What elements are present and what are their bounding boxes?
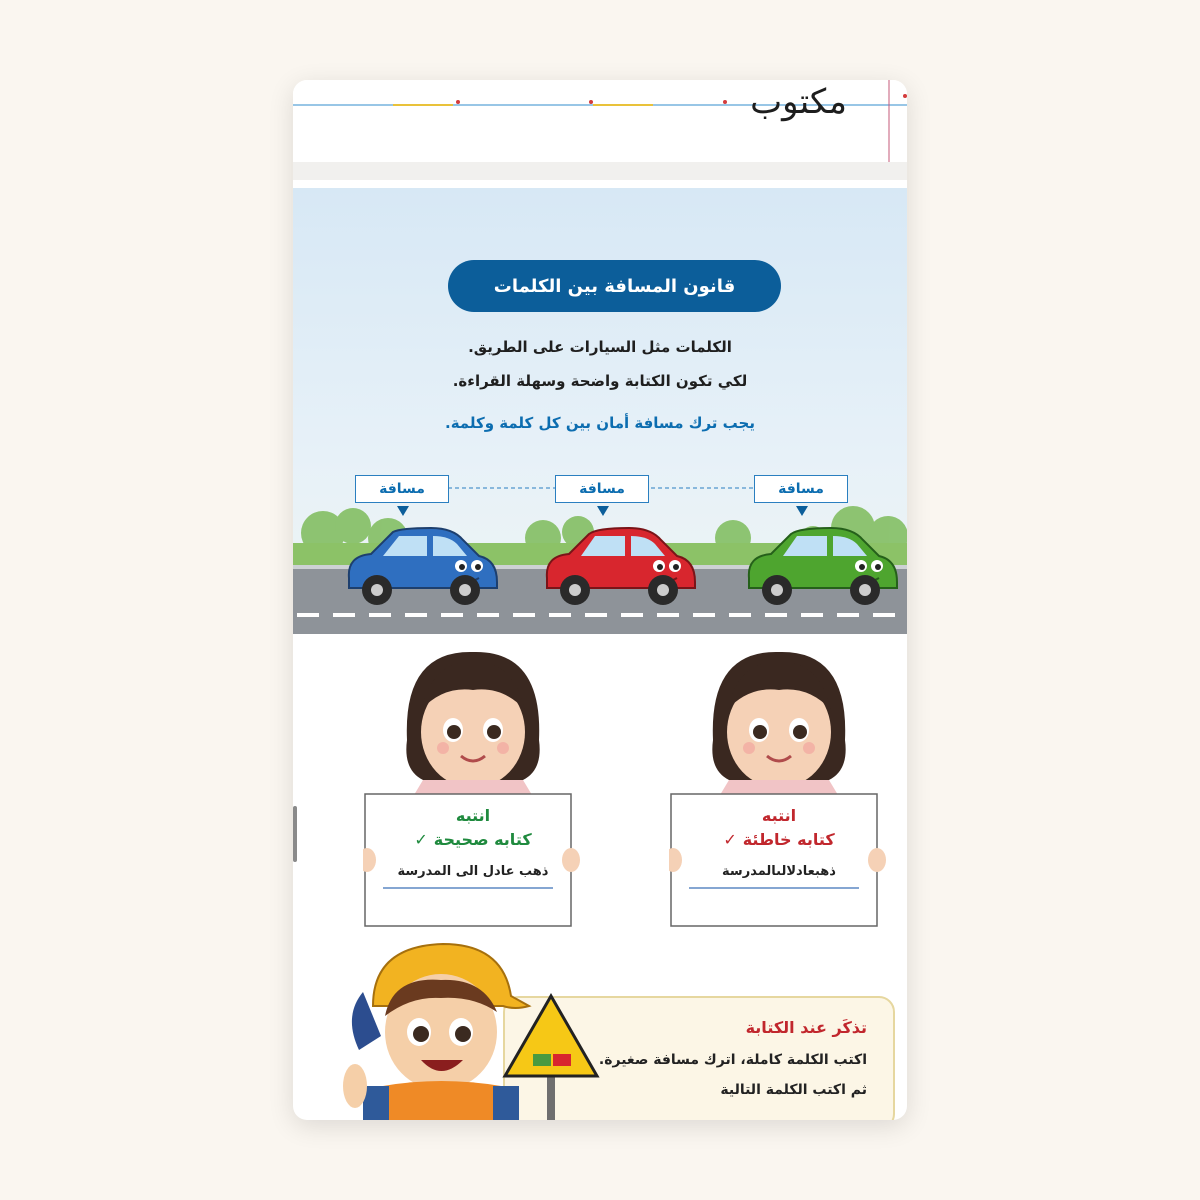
intro-line-2: لكي تكون الكتابة واضحة وسهلة القراءة. bbox=[452, 372, 748, 390]
correct-label-row bbox=[393, 830, 553, 849]
red-car-icon bbox=[539, 526, 701, 608]
correct-sentence: ذهب عادل الى المدرسة bbox=[397, 864, 549, 879]
wrong-label-row bbox=[699, 830, 859, 849]
distance-label-middle: مسافة bbox=[555, 475, 649, 503]
header-divider bbox=[293, 162, 907, 180]
check-icon: ✓ bbox=[414, 830, 428, 849]
road-illustration bbox=[293, 188, 907, 634]
reminder-line-2: ثم اكتب الكلمة التالية bbox=[720, 1082, 867, 1098]
distance-label-left: مسافة bbox=[355, 475, 449, 503]
girl-holding-sign-icon bbox=[669, 650, 889, 930]
intro-line-3: يجب ترك مسافة أمان بين كل كلمة وكلمة. bbox=[445, 414, 755, 432]
correct-attention: انتبه bbox=[455, 806, 491, 825]
page-title: قانون المسافة بين الكلمات bbox=[448, 260, 781, 312]
wrong-label: كتابه خاطئة bbox=[742, 830, 835, 849]
wrong-sentence: ذهبعادلالىالمدرسة bbox=[722, 864, 836, 879]
distance-label-right: مسافة bbox=[754, 475, 848, 503]
wrong-attention: انتبه bbox=[761, 806, 797, 825]
scroll-handle[interactable] bbox=[293, 806, 297, 862]
check-icon: ✓ bbox=[723, 830, 737, 849]
intro-line-1: الكلمات مثل السيارات على الطريق. bbox=[468, 338, 732, 356]
girl-holding-sign-icon bbox=[363, 650, 583, 930]
boy-pointing-icon bbox=[333, 936, 603, 1120]
green-car-icon bbox=[741, 526, 903, 608]
correct-example bbox=[363, 650, 583, 930]
reminder-title: تذكَر عند الكتابة bbox=[745, 1018, 867, 1037]
blue-car-icon bbox=[341, 526, 503, 608]
wrong-example bbox=[669, 650, 889, 930]
reminder-line-1: اكتب الكلمة كاملة، اترك مسافة صغيرة. bbox=[598, 1052, 867, 1068]
header-word: مكتوب bbox=[750, 82, 847, 122]
correct-label: كتابه صحيحة bbox=[433, 830, 532, 849]
lesson-page bbox=[293, 80, 907, 1120]
